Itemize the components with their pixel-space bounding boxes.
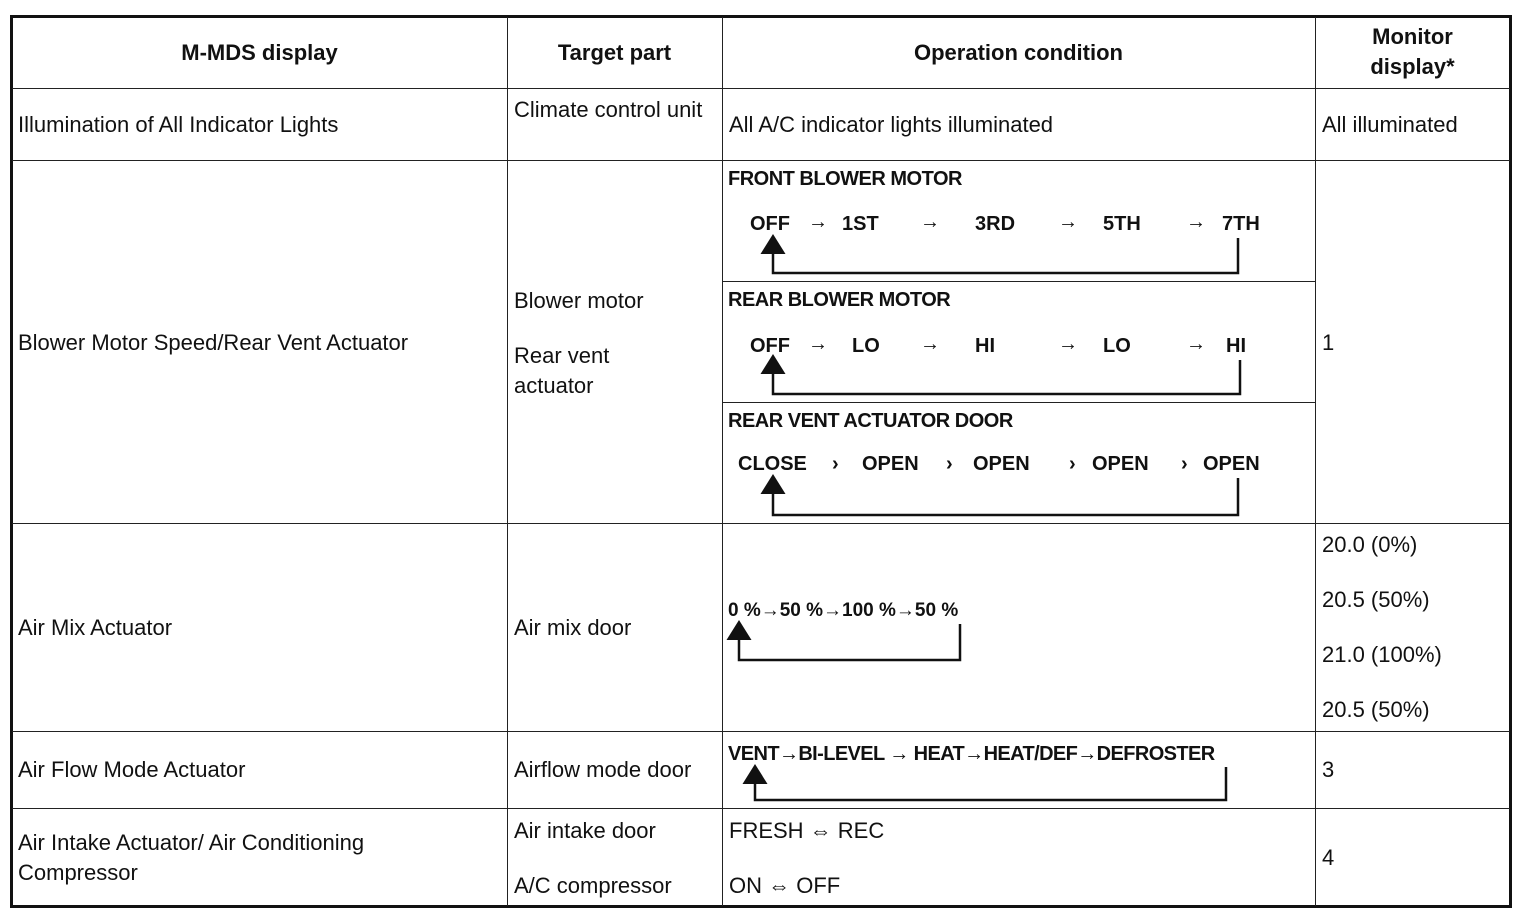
row1-display: Illumination of All Indicator Lights xyxy=(18,112,339,137)
row2-target-vent: Rear vent actuator xyxy=(514,343,610,398)
front-seq-8: 7TH xyxy=(1222,213,1260,235)
row4-target: Airflow mode door xyxy=(514,757,692,782)
row1-monitor: All illuminated xyxy=(1322,112,1458,137)
header-target: Target part xyxy=(557,40,672,65)
row5-operation-compressor: ON ⇔ OFF xyxy=(729,873,841,898)
front-seq-5: → xyxy=(1058,211,1078,233)
vent-seq-8: OPEN xyxy=(1203,453,1260,475)
row3-monitor-2: 20.5 (50%) xyxy=(1322,587,1430,612)
front-seq-0: OFF xyxy=(750,213,790,235)
row2-target-blower: Blower motor xyxy=(514,288,644,313)
rear-blower-title: REAR BLOWER MOTOR xyxy=(728,289,951,311)
row2-display: Blower Motor Speed/Rear Vent Actuator xyxy=(18,330,409,355)
row3-monitor-3: 21.0 (100%) xyxy=(1322,642,1442,667)
row1-operation: All A/C indicator lights illuminated xyxy=(729,112,1054,137)
row4-monitor: 3 xyxy=(1322,757,1335,782)
airflow-return-arrow xyxy=(755,767,1226,800)
rear-seq-1: → xyxy=(808,333,828,355)
row5-monitor: 4 xyxy=(1322,845,1335,870)
row2-monitor: 1 xyxy=(1322,330,1335,355)
row4-display: Air Flow Mode Actuator xyxy=(18,757,246,782)
rear-seq-2: LO xyxy=(852,335,880,357)
rear-seq-7: → xyxy=(1186,333,1206,355)
rear-seq-4: HI xyxy=(975,335,995,357)
row5-target-intake: Air intake door xyxy=(514,818,656,843)
rear-seq-8: HI xyxy=(1226,335,1246,357)
front-blower-title: FRONT BLOWER MOTOR xyxy=(728,168,962,190)
vent-seq-5: › xyxy=(1069,453,1076,475)
row4-operation: VENT→BI-LEVEL → HEAT→HEAT/DEF→DEFROSTER xyxy=(728,743,1215,765)
header-display: M-MDS display xyxy=(181,40,338,65)
vent-seq-0: CLOSE xyxy=(738,453,807,475)
row3-display: Air Mix Actuator xyxy=(18,615,173,640)
row3-monitor-4: 20.5 (50%) xyxy=(1322,697,1430,722)
vent-return-arrow xyxy=(773,478,1238,515)
airmix-return-arrow xyxy=(739,624,960,660)
vent-seq-3: › xyxy=(946,453,953,475)
row3-operation: 0 %→50 %→100 %→50 % xyxy=(728,600,959,621)
vent-seq-7: › xyxy=(1181,453,1188,475)
row5-display: Air Intake Actuator/ Air Conditioning Compressor xyxy=(18,830,365,885)
vent-seq-2: OPEN xyxy=(862,453,919,475)
vent-seq-1: › xyxy=(832,453,839,475)
front-return-arrow xyxy=(773,238,1238,273)
rear-seq-6: LO xyxy=(1103,335,1131,357)
row3-target: Air mix door xyxy=(514,615,632,640)
vent-door-title: REAR VENT ACTUATOR DOOR xyxy=(728,410,1013,432)
vent-seq-6: OPEN xyxy=(1092,453,1149,475)
front-seq-2: 1ST xyxy=(842,213,879,235)
row5-target-compressor: A/C compressor xyxy=(514,873,672,898)
header-monitor: Monitor display* xyxy=(1370,24,1455,79)
rear-seq-3: → xyxy=(920,333,940,355)
rear-seq-0: OFF xyxy=(750,335,790,357)
rear-seq-5: → xyxy=(1058,333,1078,355)
vent-seq-4: OPEN xyxy=(973,453,1030,475)
front-seq-7: → xyxy=(1186,211,1206,233)
front-seq-1: → xyxy=(808,211,828,233)
front-seq-3: → xyxy=(920,211,940,233)
header-operation: Operation condition xyxy=(914,40,1123,65)
rear-return-arrow xyxy=(773,360,1240,394)
row3-monitor-1: 20.0 (0%) xyxy=(1322,532,1418,557)
row1-target: Climate control unit xyxy=(514,97,703,122)
front-seq-6: 5TH xyxy=(1103,213,1141,235)
front-seq-4: 3RD xyxy=(975,213,1016,235)
row5-operation-intake: FRESH ⇔ REC xyxy=(729,818,885,843)
